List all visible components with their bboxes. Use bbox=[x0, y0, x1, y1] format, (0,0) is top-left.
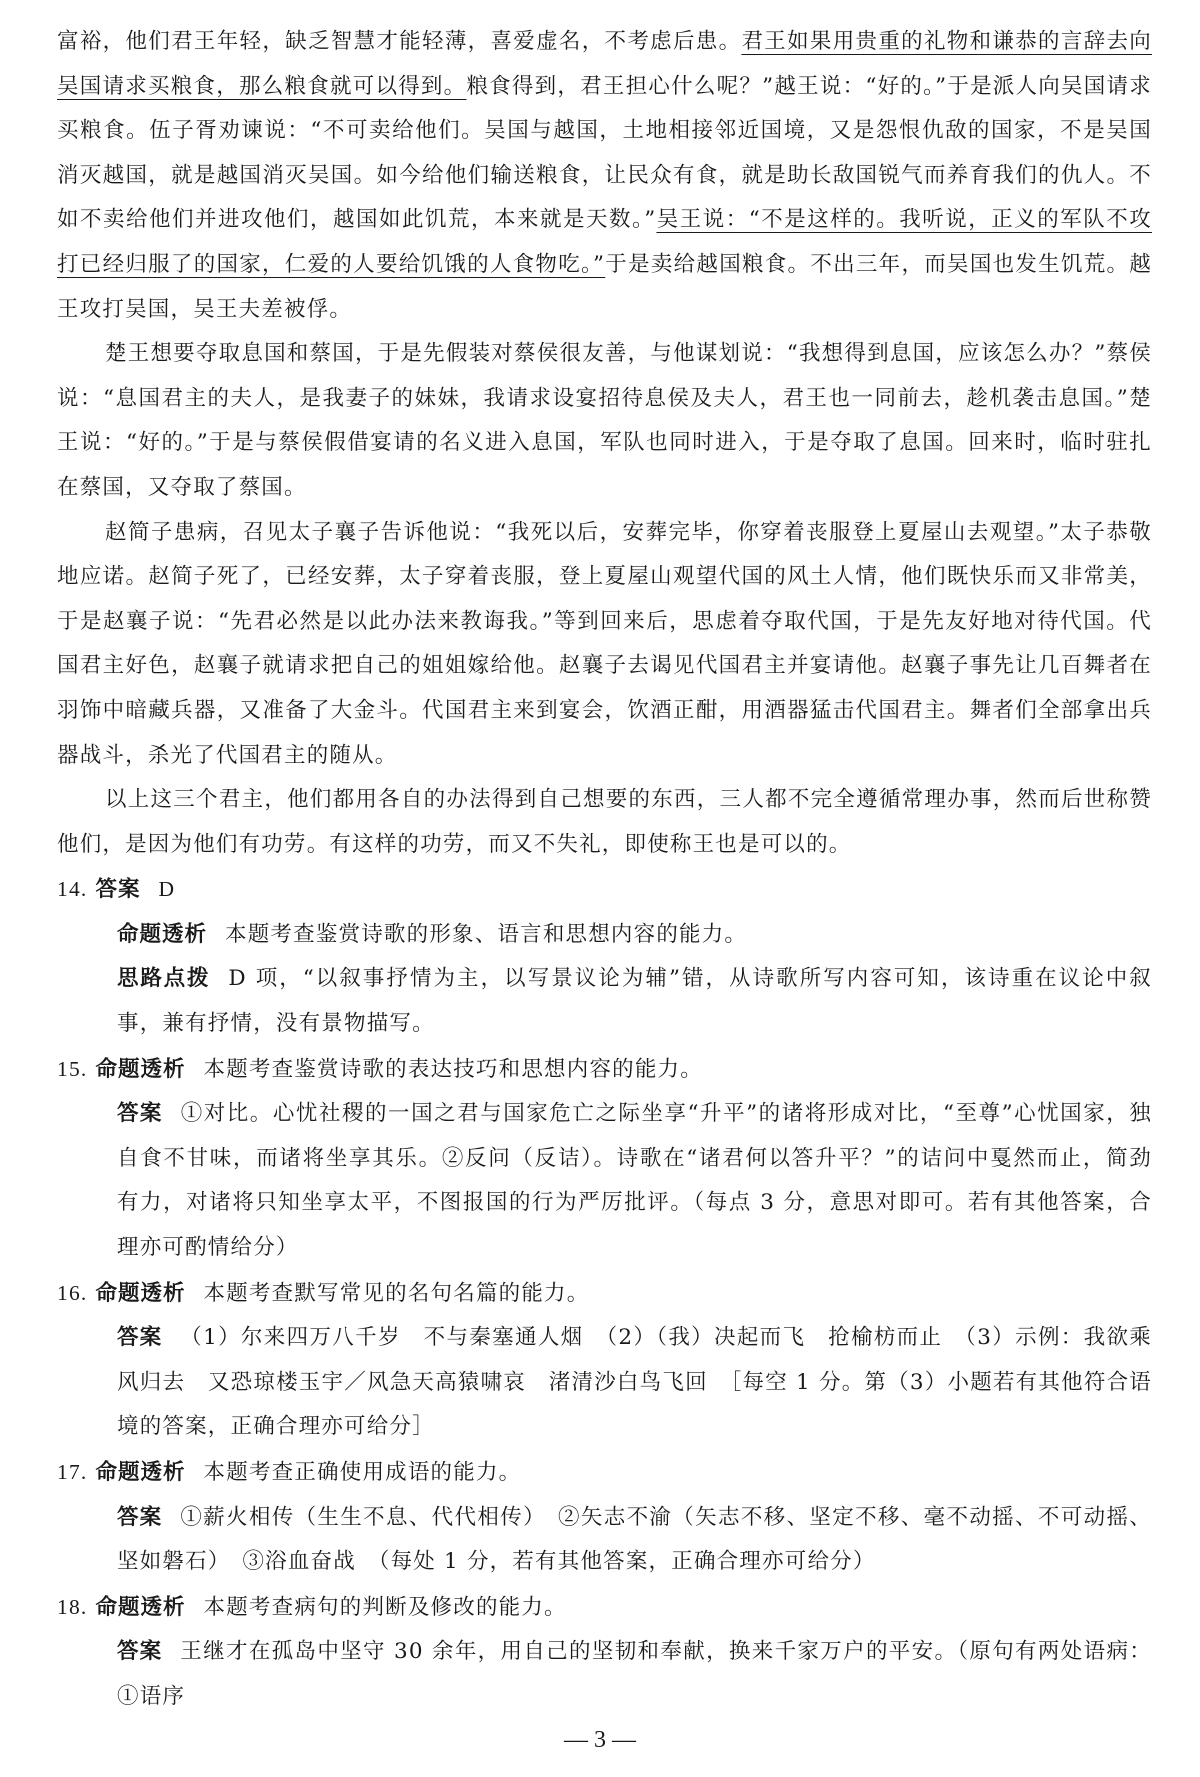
passage-paragraph-1 bbox=[57, 20, 1152, 332]
page-number: — 3 — bbox=[564, 1727, 636, 1753]
analysis-label: 命题透析 bbox=[95, 1056, 186, 1082]
analysis-label: 命题透析 bbox=[117, 921, 208, 947]
underlined-sentence: 吴王说：“不是这样的。我听说，正义的军队不攻打已经归服了的国家，仁爱的人要给饥饿的人食物吃。” bbox=[57, 207, 1152, 277]
passage-paragraph-2: 楚王想要夺取息国和蔡国，于是先假装对蔡侯很友善，与他谋划说：“我想得到息国，应该怎么办？”蔡侯说：“息国君主的夫人，是我妻子的妹妹，我请求设宴招待息侯及夫人，君王也一同前去，趁机袭击息国。”楚王说：“好的。”于是与蔡侯假借宴请的名义进入息国，军队也同时进入，于是夺取了息国。回来时，临时驻扎在蔡国，又夺取了蔡国。 bbox=[57, 341, 1152, 500]
answer-label: 答案 bbox=[117, 1325, 163, 1351]
answer-text: D bbox=[158, 877, 176, 902]
underlined-sentence: 君王如果用贵重的礼物和谦恭的言辞去向吴国请求买粮食，那么粮食就可以得到。 bbox=[57, 29, 1152, 99]
hint-text: D 项，“以叙事抒情为主，以写景议论为辅”错，从诗歌所写内容可知，该诗重在议论中叙事，兼有抒情，没有景物描写。 bbox=[117, 966, 1152, 1037]
question-16-answer bbox=[57, 1316, 1152, 1450]
analysis-text: 本题考查病句的判断及修改的能力。 bbox=[203, 1594, 567, 1620]
question-15-answer bbox=[57, 1092, 1152, 1270]
passage-paragraph-4: 以上这三个君主，他们都用各自的办法得到自己想要的东西，三人都不完全遵循常理办事，然而后世称赞他们，是因为他们有功劳。有这样的功劳，而又不失礼，即使称王也是可以的。 bbox=[57, 787, 1152, 857]
analysis-label: 命题透析 bbox=[95, 1280, 186, 1306]
answer-text: ①对比。心忧社稷的一国之君与国家危亡之际坐享“升平”的诸将形成对比，“至尊”心忧国家，独自食不甘味，而诸将坐享其乐。②反问（反诘）。诗歌在“诸君何以答升平？”的诘问中戛然而止，简劲有力，对诸将只知坐享太平，不图报国的行为严厉批评。（每点 3 分，意思对即可。若有其他答案，合理亦可酌情给分） bbox=[117, 1101, 1152, 1261]
analysis-label: 命题透析 bbox=[95, 1460, 186, 1485]
text-run: 粮食得到，君王担心什么呢？”越王说：“好的。”于是派人向吴国请求买粮食。伍子胥劝谏说：“不可卖给他们。吴国与越国，土地相接邻近国境，又是怨恨仇敌的国家，不是吴国消灭越国，就是越国消灭吴国。如今给他们输送粮食，让民众有食，就是助长敌国锐气而养育我们的仇人。不如不卖给他们并进攻他们，越国如此饥荒，本来就是天数。” bbox=[57, 73, 1152, 233]
question-17-answer bbox=[57, 1496, 1152, 1585]
question-number: 15. bbox=[57, 1056, 88, 1081]
answer-text: ①薪火相传（生生不息、代代相传） ②矢志不渝（矢志不移、坚定不移、毫不动摇、不可动摇、坚如磐石） ③浴血奋战 （每处 1 分，若有其他答案，正确合理亦可给分） bbox=[117, 1504, 1152, 1575]
question-16 bbox=[57, 1271, 1152, 1317]
text-run: 于是卖给越国粮食。不出三年，而吴国也发生饥荒。越王攻打吴国，吴王夫差被俘。 bbox=[57, 251, 1152, 322]
answer-label: 答案 bbox=[117, 1639, 163, 1665]
question-18 bbox=[57, 1585, 1152, 1631]
analysis-label: 命题透析 bbox=[95, 1594, 186, 1620]
question-15 bbox=[57, 1047, 1152, 1093]
question-14 bbox=[57, 867, 1152, 913]
question-number: 14. bbox=[57, 877, 88, 902]
question-number: 18. bbox=[57, 1594, 88, 1619]
text-run: 富裕，他们君王年轻，缺乏智慧才能轻薄，喜爱虚名，不考虑后患。 bbox=[57, 29, 742, 54]
analysis-text: 本题考查正确使用成语的能力。 bbox=[203, 1460, 522, 1485]
analysis-text: 本题考查鉴赏诗歌的形象、语言和思想内容的能力。 bbox=[225, 921, 748, 947]
passage-paragraph-3: 赵简子患病，召见太子襄子告诉他说：“我死以后，安葬完毕，你穿着丧服登上夏屋山去观望。”太子恭敬地应诺。赵简子死了，已经安葬，太子穿着丧服，登上夏屋山观望代国的风土人情，他们既快乐而又非常美，于是赵襄子说：“先君必然是以此办法来教诲我。”等到回来后，思虑着夺取代国，于是先友好地对待代国。代国君主好色，赵襄子就请求把自己的姐姐嫁给他。赵襄子去谒见代国君主并宴请他。赵襄子事先让几百舞者在羽饰中暗藏兵器，又准备了大金斗。代国君主来到宴会，饮酒正酣，用酒器猛击代国君主。舞者们全部拿出兵器战斗，杀光了代国君主的随从。 bbox=[57, 519, 1152, 768]
question-number: 16. bbox=[57, 1280, 88, 1305]
question-number: 17. bbox=[57, 1460, 88, 1484]
analysis-text: 本题考查鉴赏诗歌的表达技巧和思想内容的能力。 bbox=[203, 1056, 703, 1082]
answer-label: 答案 bbox=[95, 877, 141, 903]
answer-text: 王继才在孤岛中坚守 30 余年，用自己的坚韧和奉献，换来千家万户的平安。（原句有两处语病：①语序 bbox=[117, 1639, 1152, 1709]
answer-label: 答案 bbox=[117, 1101, 163, 1127]
question-14-analysis bbox=[57, 913, 1152, 958]
document-body bbox=[57, 20, 1152, 1720]
analysis-text: 本题考查默写常见的名句名篇的能力。 bbox=[203, 1280, 590, 1306]
answer-label: 答案 bbox=[117, 1504, 163, 1530]
question-18-answer bbox=[57, 1630, 1152, 1719]
hint-label: 思路点拨 bbox=[117, 966, 211, 992]
question-14-hint bbox=[57, 957, 1152, 1046]
question-17 bbox=[57, 1450, 1152, 1496]
answer-text: （1）尔来四万八千岁 不与秦塞通人烟 （2）（我）决起而飞 抢榆枋而止 （3）示例：我欲乘风归去 又恐琼楼玉宇／风急天高猿啸哀 渚清沙白鸟飞回 ［每空 1 分。第（3）小题若有其他符合语境的答案，正确合理亦可给分］ bbox=[117, 1325, 1152, 1440]
